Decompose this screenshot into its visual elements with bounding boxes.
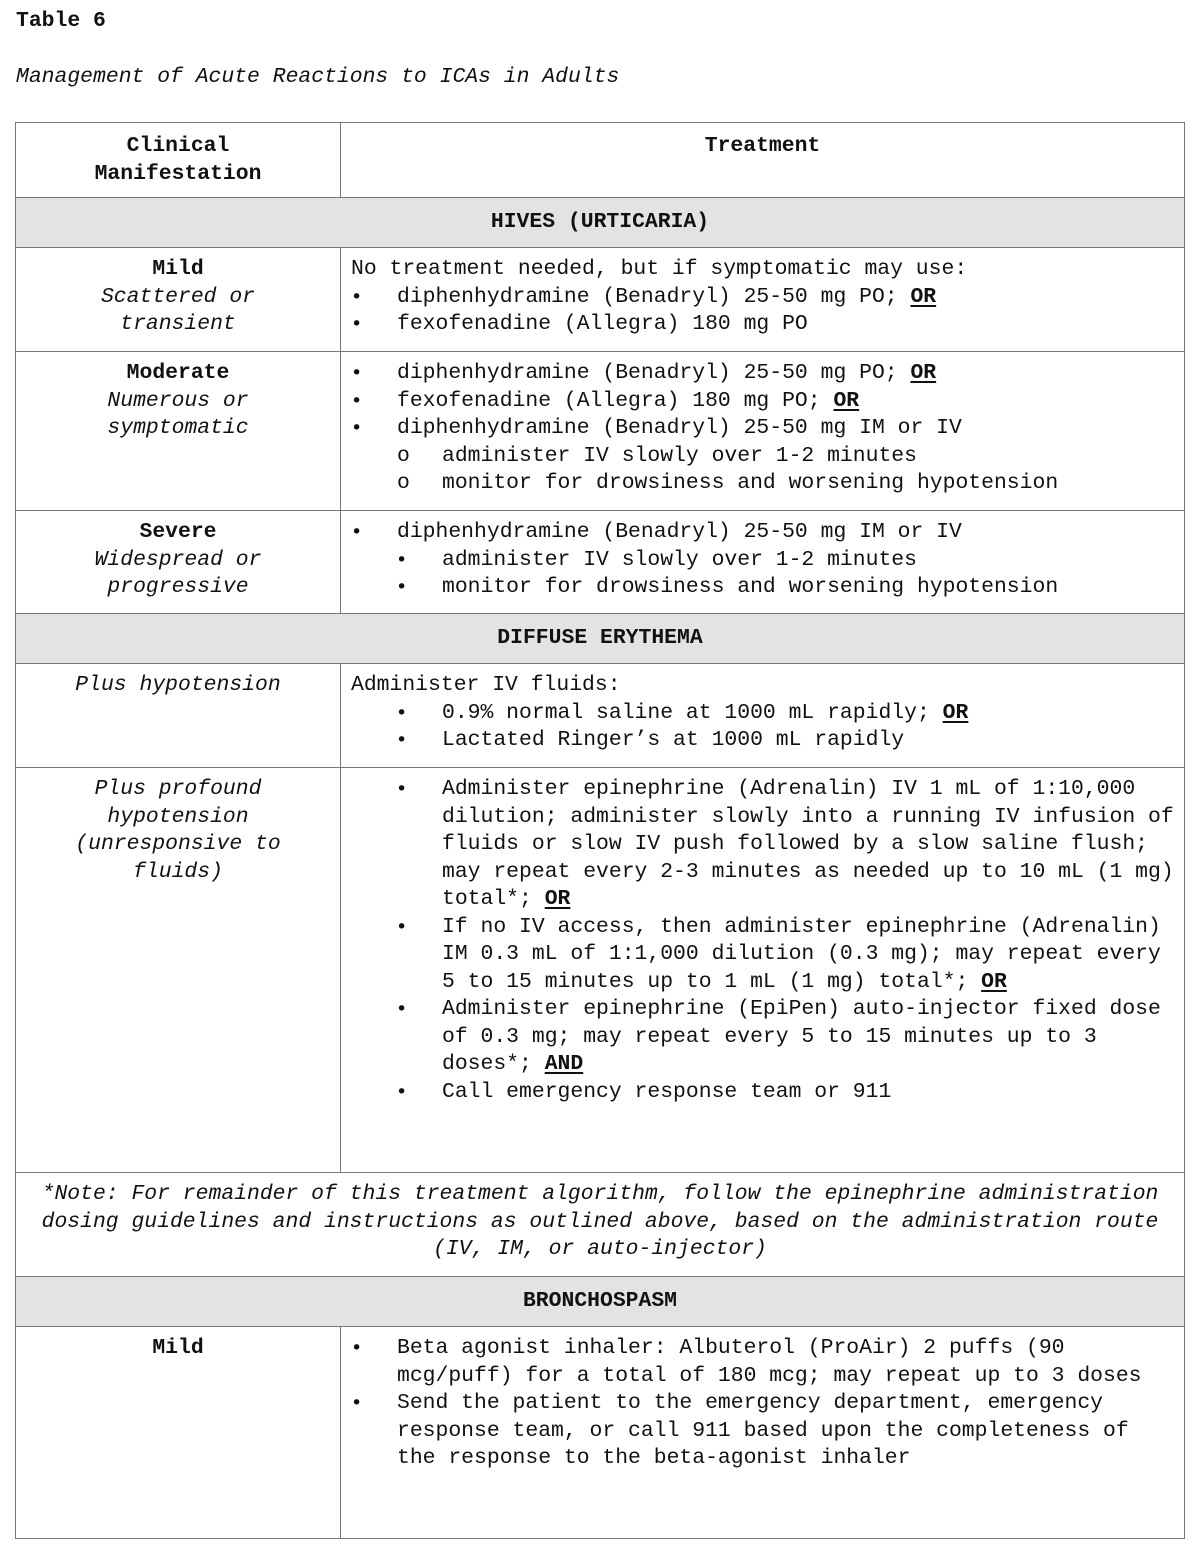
connector-keyword: OR — [910, 361, 937, 385]
header-col1-line2: Manifestation — [94, 161, 262, 186]
severity-desc: fluids) — [133, 859, 223, 884]
severity-label: Mild — [152, 257, 204, 281]
section-title-erythema: DIFFUSE ERYTHEMA — [16, 614, 1185, 664]
header-row — [16, 123, 1185, 198]
manifestation-cell — [16, 352, 341, 511]
header-treatment: Treatment — [341, 123, 1185, 198]
connector-keyword: AND — [544, 1052, 584, 1076]
connector-keyword: OR — [544, 887, 571, 911]
reactions-table — [15, 122, 1185, 1539]
treatment-subitem: o monitor for drowsiness and worsening hypotension — [351, 470, 1174, 498]
treatment-cell — [341, 248, 1185, 352]
treatment-cell — [341, 1327, 1185, 1539]
treatment-intro: No treatment needed, but if symptomatic may use: — [351, 257, 968, 281]
severity-desc: Plus hypotension — [75, 673, 281, 697]
manifestation-cell — [16, 664, 341, 768]
section-title-bronchospasm: BRONCHOSPASM — [16, 1277, 1185, 1327]
treatment-item: • Administer epinephrine (EpiPen) auto-injector fixed dose of 0.3 mg; may repeat every 5 to 15 minutes up to 3 doses*; AND — [351, 996, 1174, 1079]
manifestation-cell — [16, 1327, 341, 1539]
note-text: *Note: For remainder of this treatment algorithm, follow the epinephrine administration dosing guidelines and instructions as outlined above, based on the administration route (IV, IM, or auto-injector) — [16, 1173, 1185, 1277]
header-col1-line1: Clinical — [126, 134, 230, 158]
treatment-item: • diphenhydramine (Benadryl) 25-50 mg IM or IV — [351, 519, 1174, 547]
section-erythema — [16, 614, 1185, 664]
treatment-intro: Administer IV fluids: — [351, 673, 621, 697]
table-row — [16, 1327, 1185, 1539]
severity-desc: hypotension — [107, 804, 249, 829]
note-row — [16, 1173, 1185, 1277]
severity-desc: (unresponsive to — [75, 832, 281, 856]
treatment-item: • diphenhydramine (Benadryl) 25-50 mg PO; OR — [351, 360, 1174, 388]
severity-label: Severe — [139, 520, 217, 544]
treatment-item: • fexofenadine (Allegra) 180 mg PO — [351, 311, 1174, 339]
treatment-cell — [341, 664, 1185, 768]
treatment-item: • 0.9% normal saline at 1000 mL rapidly; OR — [351, 700, 1174, 728]
treatment-item: • fexofenadine (Allegra) 180 mg PO; OR — [351, 388, 1174, 416]
manifestation-cell — [16, 768, 341, 1173]
connector-keyword: OR — [910, 284, 937, 309]
severity-desc: transient — [120, 312, 236, 336]
severity-desc: symptomatic — [107, 416, 249, 440]
treatment-subitem: • administer IV slowly over 1-2 minutes — [351, 547, 1174, 575]
treatment-subitem: • monitor for drowsiness and worsening hypotension — [351, 574, 1174, 602]
manifestation-cell — [16, 248, 341, 352]
table-row — [16, 664, 1185, 768]
severity-desc: progressive — [107, 575, 249, 599]
table-row — [16, 768, 1185, 1173]
connector-keyword: OR — [981, 969, 1007, 994]
treatment-item: • diphenhydramine (Benadryl) 25-50 mg PO; OR — [351, 284, 1174, 312]
section-hives — [16, 198, 1185, 248]
manifestation-cell — [16, 511, 341, 614]
treatment-subitem: o administer IV slowly over 1-2 minutes — [351, 443, 1174, 471]
severity-desc: Plus profound — [94, 777, 262, 801]
connector-keyword: OR — [942, 700, 969, 725]
section-bronchospasm — [16, 1277, 1185, 1327]
treatment-cell — [341, 352, 1185, 511]
table-label: Table 6 — [16, 9, 106, 33]
table-row — [16, 248, 1185, 352]
severity-desc: Scattered or — [100, 284, 256, 309]
treatment-item: • diphenhydramine (Benadryl) 25-50 mg IM or IV — [351, 415, 1174, 443]
table-caption: Management of Acute Reactions to ICAs in Adults — [16, 65, 620, 89]
treatment-item: • If no IV access, then administer epinephrine (Adrenalin) IM 0.3 mL of 1:1,000 dilution (0.3 mg); may repeat every 5 to 15 minutes up to 1 mL (1 mg) total*; OR — [351, 914, 1174, 997]
severity-label: Moderate — [126, 361, 230, 385]
table-row — [16, 511, 1185, 614]
connector-keyword: OR — [833, 388, 860, 413]
treatment-item: • Call emergency response team or 911 — [351, 1079, 1174, 1107]
severity-label: Mild — [152, 1336, 204, 1360]
severity-desc: Widespread or — [94, 547, 262, 572]
section-title-hives: HIVES (URTICARIA) — [16, 198, 1185, 248]
treatment-item: • Lactated Ringer’s at 1000 mL rapidly — [351, 727, 1174, 755]
treatment-cell — [341, 511, 1185, 614]
table-row — [16, 352, 1185, 511]
severity-desc: Numerous or — [107, 388, 249, 413]
header-clinical-manifestation — [16, 123, 341, 198]
treatment-item: • Administer epinephrine (Adrenalin) IV 1 mL of 1:10,000 dilution; administer slowly into a running IV infusion of fluids or slow IV push followed by a slow saline flush; may repeat every 2-3 minutes as needed up to 10 mL (1 mg) total*; OR — [351, 776, 1174, 914]
treatment-cell — [341, 768, 1185, 1173]
treatment-item: • Send the patient to the emergency department, emergency response team, or call 911 based upon the completeness of the response to the beta-agonist inhaler — [351, 1390, 1174, 1473]
treatment-item: • Beta agonist inhaler: Albuterol (ProAir) 2 puffs (90 mcg/puff) for a total of 180 mcg; may repeat up to 3 doses — [351, 1335, 1174, 1390]
